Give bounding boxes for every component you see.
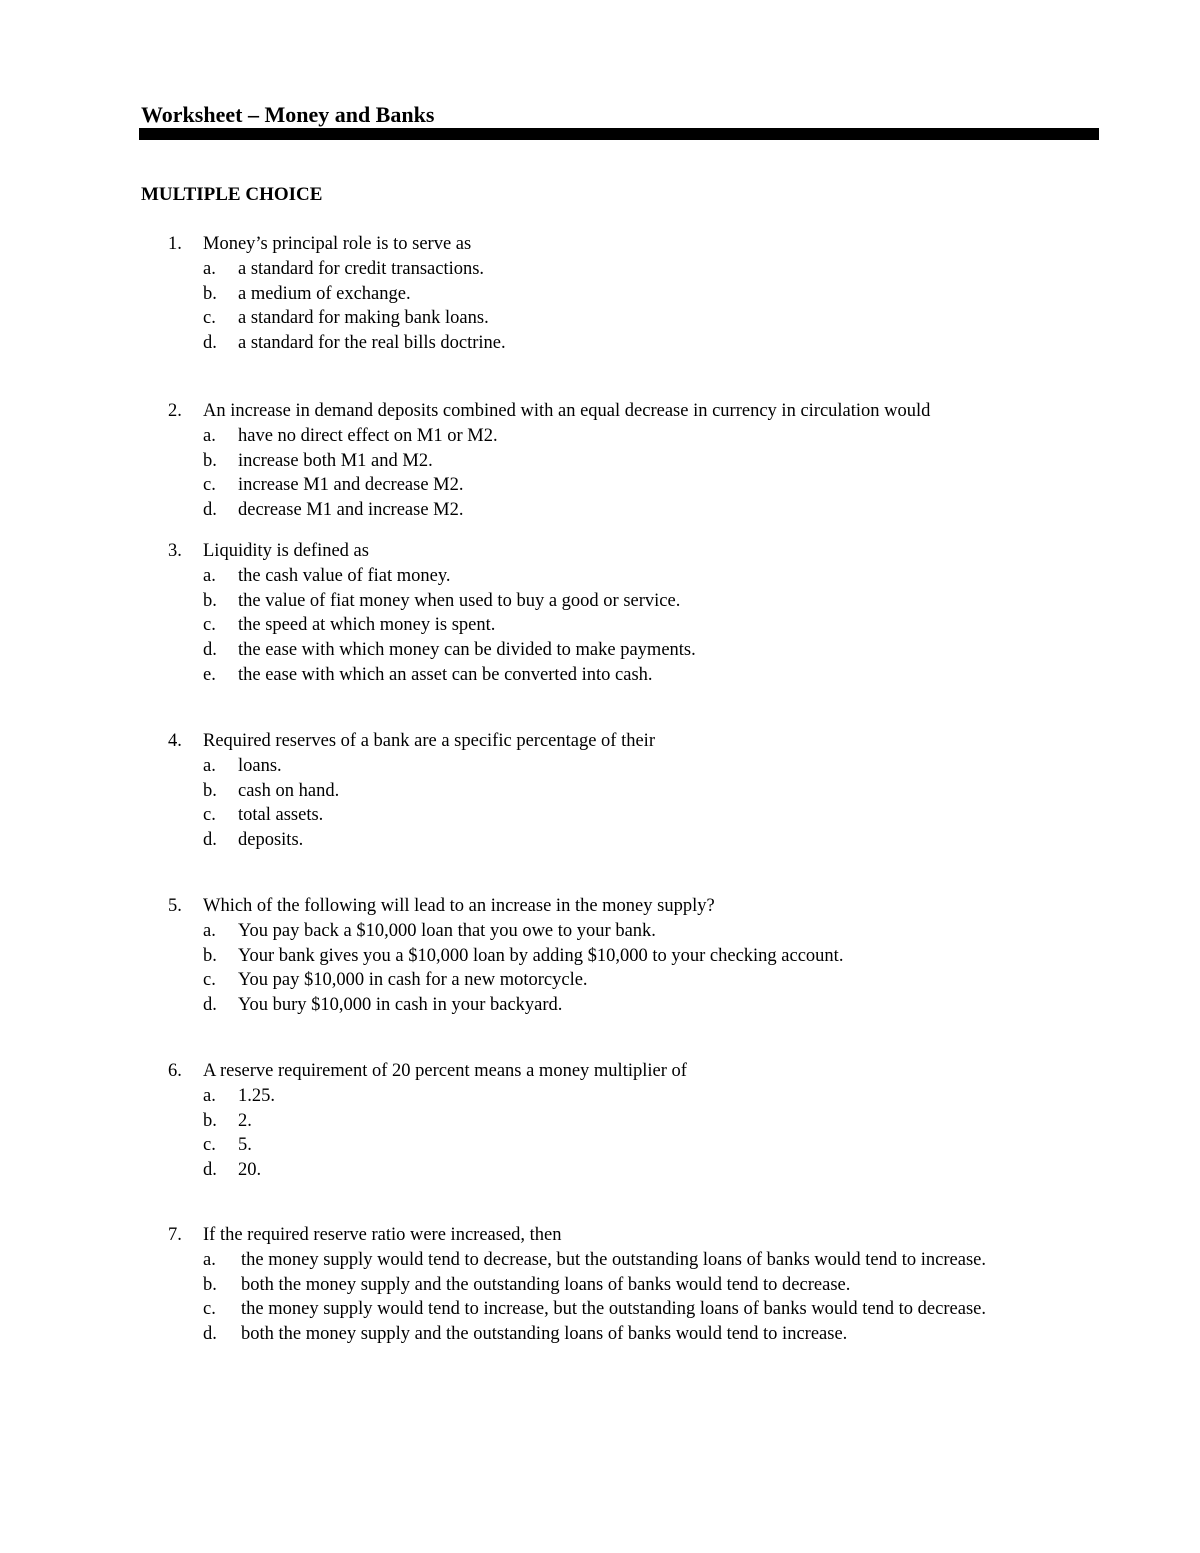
page-title: Worksheet – Money and Banks — [141, 102, 435, 127]
option-letter: d. — [203, 1324, 217, 1345]
question-text: An increase in demand deposits combined with an equal decrease in currency in circulation would — [203, 401, 931, 421]
option-text: a standard for making bank loans. — [238, 308, 489, 329]
question-text: A reserve requirement of 20 percent means a money multiplier of — [203, 1061, 687, 1081]
option-text: You pay $10,000 in cash for a new motorcycle. — [238, 970, 588, 991]
answer-option — [0, 1322, 1200, 1347]
answer-option — [0, 473, 1200, 498]
option-letter: c. — [203, 615, 216, 636]
question-text: Required reserves of a bank are a specific percentage of their — [203, 731, 655, 751]
option-letter: a. — [203, 565, 216, 586]
option-text: the ease with which an asset can be converted into cash. — [238, 664, 653, 685]
answer-option — [0, 638, 1200, 663]
option-letter: c. — [203, 805, 216, 826]
option-letter: c. — [203, 970, 216, 991]
option-text: the cash value of fiat money. — [238, 565, 451, 586]
option-letter: d. — [203, 640, 217, 661]
option-letter: e. — [203, 664, 216, 685]
option-text: the ease with which money can be divided to make payments. — [238, 640, 696, 661]
option-letter: a. — [203, 1085, 216, 1106]
answer-option — [0, 663, 1200, 688]
option-letter: b. — [203, 945, 217, 966]
option-letter: b. — [203, 450, 217, 471]
question-stem — [0, 894, 1200, 919]
question-stem — [0, 1059, 1200, 1084]
option-text: deposits. — [238, 830, 304, 851]
option-text: cash on hand. — [238, 780, 340, 801]
option-text: 5. — [238, 1135, 252, 1156]
option-text: the speed at which money is spent. — [238, 615, 496, 636]
answer-option — [0, 498, 1200, 523]
option-letter: b. — [203, 283, 217, 304]
option-letter: c. — [203, 1299, 216, 1320]
answer-option — [0, 1273, 1200, 1298]
option-text: a medium of exchange. — [238, 283, 411, 304]
question-6 — [0, 1059, 1200, 1183]
answer-option — [0, 564, 1200, 589]
option-text: a standard for the real bills doctrine. — [238, 333, 506, 354]
answer-option — [0, 968, 1200, 993]
option-text: a standard for credit transactions. — [238, 258, 485, 279]
option-letter: d. — [203, 1160, 217, 1181]
option-text: the value of fiat money when used to buy a good or service. — [238, 590, 681, 611]
option-letter: b. — [203, 1274, 217, 1295]
option-text: 1.25. — [238, 1085, 275, 1106]
question-number: 5. — [168, 896, 182, 916]
answer-option — [0, 754, 1200, 779]
question-stem — [0, 399, 1200, 424]
option-text: both the money supply and the outstanding loans of banks would tend to increase. — [241, 1324, 848, 1345]
option-letter: d. — [203, 830, 217, 851]
answer-option — [0, 257, 1200, 282]
question-text: Liquidity is defined as — [203, 541, 369, 561]
option-text: have no direct effect on M1 or M2. — [238, 425, 498, 446]
option-text: the money supply would tend to increase, but the outstanding loans of banks would tend to decrease. — [241, 1299, 986, 1320]
option-text: increase both M1 and M2. — [238, 450, 433, 471]
question-number: 6. — [168, 1061, 182, 1081]
answer-option — [0, 1297, 1200, 1322]
option-text: increase M1 and decrease M2. — [238, 475, 464, 496]
question-2 — [0, 399, 1200, 523]
option-letter: d. — [203, 333, 217, 354]
option-letter: c. — [203, 1135, 216, 1156]
answer-option — [0, 944, 1200, 969]
question-stem — [0, 729, 1200, 754]
answer-option — [0, 613, 1200, 638]
answer-option — [0, 919, 1200, 944]
answer-option — [0, 424, 1200, 449]
option-text: loans. — [238, 755, 282, 776]
title-rule — [139, 128, 1099, 140]
question-text: Money’s principal role is to serve as — [203, 234, 472, 254]
option-letter: d. — [203, 995, 217, 1016]
question-4 — [0, 729, 1200, 853]
answer-option — [0, 306, 1200, 331]
option-letter: c. — [203, 475, 216, 496]
question-number: 2. — [168, 401, 182, 421]
question-stem — [0, 232, 1200, 257]
question-7 — [0, 1223, 1200, 1347]
question-number: 7. — [168, 1225, 182, 1245]
option-letter: a. — [203, 755, 216, 776]
option-letter: a. — [203, 1249, 216, 1270]
answer-option — [0, 1109, 1200, 1134]
option-letter: b. — [203, 1110, 217, 1131]
answer-option — [0, 331, 1200, 356]
option-text: You bury $10,000 in cash in your backyard. — [238, 995, 563, 1016]
answer-option — [0, 1084, 1200, 1109]
question-text: Which of the following will lead to an increase in the money supply? — [203, 896, 715, 916]
question-text: If the required reserve ratio were increased, then — [203, 1225, 562, 1245]
question-5 — [0, 894, 1200, 1018]
question-number: 1. — [168, 234, 182, 254]
option-letter: c. — [203, 308, 216, 329]
answer-option — [0, 1158, 1200, 1183]
question-stem — [0, 539, 1200, 564]
answer-option — [0, 779, 1200, 804]
option-text: 20. — [238, 1160, 262, 1181]
option-letter: b. — [203, 780, 217, 801]
option-text: 2. — [238, 1110, 252, 1131]
option-text: both the money supply and the outstanding loans of banks would tend to decrease. — [241, 1274, 851, 1295]
option-text: the money supply would tend to decrease, but the outstanding loans of banks would tend to increase. — [241, 1249, 986, 1270]
answer-option — [0, 1248, 1200, 1273]
option-text: You pay back a $10,000 loan that you owe to your bank. — [238, 920, 656, 941]
answer-option — [0, 589, 1200, 614]
answer-option — [0, 803, 1200, 828]
answer-option — [0, 1133, 1200, 1158]
answer-option — [0, 449, 1200, 474]
question-3 — [0, 539, 1200, 688]
option-text: decrease M1 and increase M2. — [238, 500, 464, 521]
answer-option — [0, 828, 1200, 853]
option-text: total assets. — [238, 805, 324, 826]
option-letter: b. — [203, 590, 217, 611]
question-1 — [0, 232, 1200, 356]
answer-option — [0, 993, 1200, 1018]
option-letter: a. — [203, 425, 216, 446]
option-text: Your bank gives you a $10,000 loan by adding $10,000 to your checking account. — [238, 945, 844, 966]
option-letter: a. — [203, 920, 216, 941]
question-number: 4. — [168, 731, 182, 751]
question-stem — [0, 1223, 1200, 1248]
section-heading: MULTIPLE CHOICE — [141, 184, 323, 205]
option-letter: a. — [203, 258, 216, 279]
question-number: 3. — [168, 541, 182, 561]
answer-option — [0, 282, 1200, 307]
option-letter: d. — [203, 500, 217, 521]
